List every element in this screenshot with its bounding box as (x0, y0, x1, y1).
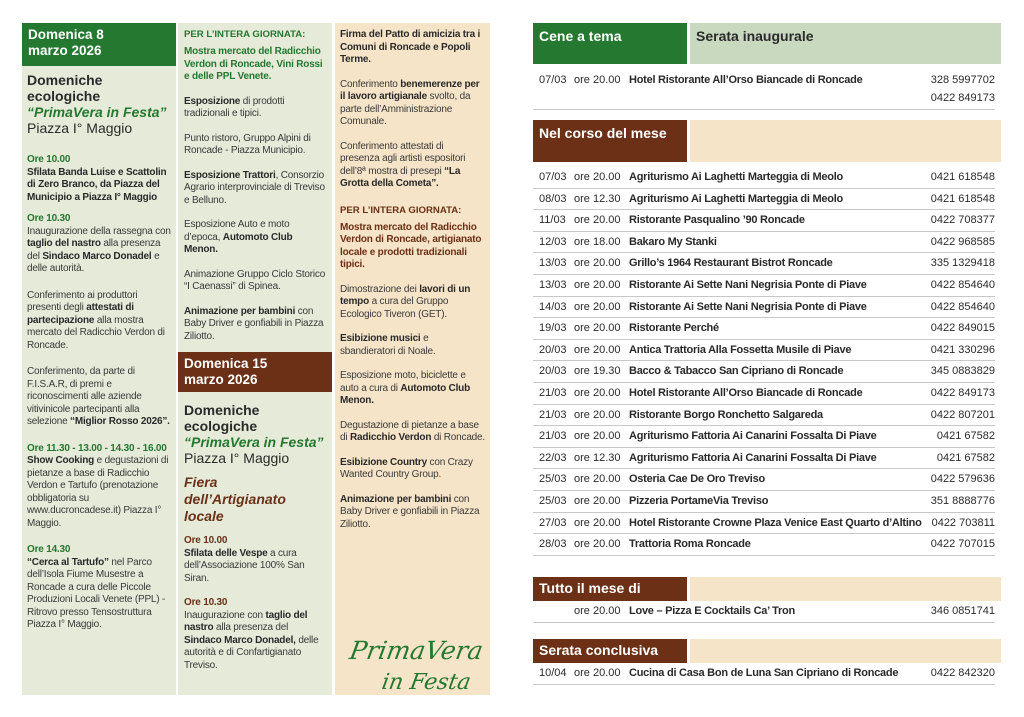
cell-p: 0422 708377 (930, 214, 995, 227)
event-block: Animazione per bambini con Baby Driver e gonfiabili in Piazza Ziliotto. (184, 305, 324, 342)
section-place: Piazza I° Maggio (184, 450, 290, 466)
cell-t: ore 20.00 (574, 473, 621, 486)
event-block: Esposizione di prodotti tradizionali e tipici. (184, 95, 285, 119)
event-block: Conferimento attestati di presenza agli artisti espositori dell’8ª mostra di presepi “La Grotta della Cometa”. (340, 140, 466, 189)
table-row (533, 232, 995, 254)
cell-p: 0421 330296 (930, 343, 995, 356)
column-march-15-continued (335, 23, 490, 695)
cell-t: ore 20.00 (574, 322, 621, 335)
cell-t: ore 20.00 (574, 387, 621, 399)
cell-v: Ristorante Perché (629, 322, 719, 335)
event-block: Dimostrazione dei lavori di un tempo a cura del Gruppo Ecologico Tiveron (GET). (340, 283, 471, 320)
cell-t: ore 20.00 (574, 408, 621, 421)
cell-t: ore 20.00 (574, 343, 621, 356)
event-block: Esposizione Trattori, Consorzio Agrario interprovinciale di Treviso e Belluno. (184, 169, 325, 206)
table-row (533, 361, 995, 383)
section-place: Piazza I° Maggio (27, 120, 133, 136)
cell-d: 11/03 (539, 214, 566, 227)
cell-v: Bacco & Tabacco San Cipriano di Roncade (629, 365, 844, 378)
event-block: Esibizione Country con Crazy Wanted Country Group. (340, 456, 473, 480)
cell-t: ore 20.00 (574, 538, 621, 551)
cell-v: Trattoria Roma Roncade (629, 538, 751, 551)
cell-t: ore 19.30 (574, 365, 621, 378)
cell-d: 20/03 (539, 343, 567, 356)
cell-t: ore 12.30 (574, 451, 621, 464)
date-header-march-8: Domenica 8 marzo 2026 (22, 23, 176, 66)
event-block: Firma del Patto di amicizia tra i Comuni di Roncade e Popoli Terme. (340, 29, 481, 65)
table-row (533, 469, 995, 491)
table-row (533, 448, 995, 470)
cell-v: Ristorante Pasqualino ’90 Roncade (629, 214, 805, 227)
cell-t: ore 20.00 (574, 214, 621, 227)
table-row (533, 340, 995, 362)
event-block: Punto ristoro, Gruppo Alpini di Roncade - Piazza Municipio. (184, 132, 311, 156)
event-block: Esibizione musici e sbandieratori di Noale. (340, 333, 436, 357)
cell-p: 345 0883829 (930, 365, 995, 378)
all-day-heading: PER L’INTERA GIORNATA: (340, 204, 462, 216)
table-row (533, 275, 995, 297)
cell-v: Agriturismo Fattoria Ai Canarini Fossalta Di Piave (629, 451, 877, 464)
march-row: ore 20.00 Love – Pizza E Cocktails Ca’ Tron 346 0851741 (533, 601, 995, 623)
cell-d: 12/03 (539, 235, 567, 248)
all-day-heading: PER L’INTERA GIORNATA: (184, 29, 306, 40)
cell-v: Grillo’s 1964 Restaurant Bistrot Roncade (629, 257, 833, 270)
cell-d: 22/03 (539, 451, 567, 464)
cell-t: ore 18.00 (574, 235, 621, 248)
closing-tag: Serata conclusiva (533, 639, 687, 663)
cell-d: 13/03 (539, 257, 567, 270)
march-label-bar (690, 577, 1001, 601)
cell-t: ore 20.00 (574, 495, 621, 507)
table-row (533, 513, 995, 535)
section-subtitle: “PrimaVera in Festa” (184, 434, 324, 450)
cell-d: 21/03 (539, 387, 567, 399)
cell-v: Agriturismo Fattoria Ai Canarini Fossalta Di Piave (629, 430, 877, 443)
event-block: Conferimento benemerenze per il lavoro artigianale svolto, da parte dell’Amministrazione Comunale. (340, 78, 480, 127)
cell-p: 0422 854640 (930, 279, 995, 291)
cell-p: 0422 849015 (930, 322, 995, 335)
cene-tag: Cene a tema (533, 23, 687, 64)
cell-v: Agriturismo Ai Laghetti Marteggia di Meolo (629, 171, 843, 183)
market-text: Mostra mercato del Radicchio Verdon di Roncade, Vini Rossi e delle PPL Venete. (184, 46, 323, 82)
cell-d: 07/03 (539, 171, 567, 183)
cell-d: 21/03 (539, 408, 567, 421)
cell-v: Ristorante Ai Sette Nani Negrisia Ponte di Piave (629, 279, 867, 291)
fiera-title: Fiera dell’Artigianato locale (184, 474, 286, 524)
table-row (533, 405, 995, 427)
event-block: Conferimento ai produttori presenti degli attestati di partecipazione alla mostra mercato del Radicchio Verdon di Roncade. (27, 289, 165, 351)
table-row (533, 253, 995, 275)
cell-p: 0421 67582 (936, 451, 995, 464)
table-row (533, 189, 995, 211)
cell-p: 0422 703811 (931, 516, 995, 529)
table-row (533, 318, 995, 340)
cell-p: 0422 854640 (930, 300, 995, 313)
table-row (533, 534, 995, 556)
event-block: Ore 10.30 Inaugurazione della rassegna con taglio del nastro alla presenza del Sindaco Marco Donadel e delle autorità. (27, 213, 171, 274)
column-march-8-continued (178, 23, 332, 695)
cell-p: 0421 67582 (936, 430, 995, 443)
cell-v: Osteria Cae De Oro Treviso (629, 473, 765, 486)
event-block: Ore 10.00 Sfilata delle Vespe a cura dell’Associazione 100% San Siran. (184, 535, 305, 584)
cell-d: 25/03 (539, 473, 567, 486)
table-row (533, 297, 995, 319)
cell-d: 25/03 (539, 495, 567, 507)
market-text: Mostra mercato del Radicchio Verdon di Roncade, artigianato locale e prodotti tradizionali tipici. (340, 221, 482, 270)
event-block: Ore 10.00 Sfilata Banda Luise e Scattolin di Zero Branco, da Piazza del Municipio a Piazza I° Maggio (27, 154, 167, 203)
cell-v: Ristorante Borgo Ronchetto Salgareda (629, 408, 823, 421)
cell-p: 0422 807201 (930, 408, 995, 421)
cell-v: Antica Trattoria Alla Fossetta Musile di Piave (629, 343, 852, 356)
cell-d: 08/03 (539, 192, 567, 205)
serata-inaugurale-label: Serata inaugurale (690, 23, 1001, 64)
cell-p: 0421 618548 (930, 192, 995, 205)
cell-v: Hotel Ristorante All’Orso Biancade di Roncade (629, 387, 863, 399)
cell-p: 335 1329418 (930, 257, 995, 270)
table-row (533, 491, 995, 513)
cell-t: ore 20.00 (574, 300, 621, 313)
cell-p: 0422 707015 (930, 538, 995, 551)
event-block: Ore 11.30 - 13.00 - 14.30 - 16.00 Show Cooking e degustazioni di pietanze a base di Radicchio Verdon e Tartufo (prenotazione obbligatoria su www.ducroncadese.it) Piazza I° Maggio. (27, 442, 169, 529)
section-subtitle: “PrimaVera in Festa” (27, 104, 167, 120)
cell-t: ore 20.00 (574, 516, 621, 529)
cell-d: 28/03 (539, 538, 567, 551)
event-block: Ore 10.30 Inaugurazione con taglio del nastro alla presenza del Sindaco Marco Donadel, delle autorità e di Confartigianato Treviso. (184, 597, 319, 671)
cell-p: 0421 618548 (930, 171, 995, 183)
cell-d: 13/03 (539, 279, 567, 291)
date-header-march-15: Domenica 15 marzo 2026 (178, 352, 332, 392)
cell-p: 0422 849173 (930, 387, 995, 399)
event-block: Esposizione moto, biciclette e auto a cura di Automoto Club Menon. (340, 370, 470, 406)
cell-t: ore 20.00 (574, 257, 621, 270)
cell-v: Bakaro My Stanki (629, 235, 717, 248)
event-block: Animazione Gruppo Ciclo Storico “I Caenassi” di Spinea. (184, 268, 326, 292)
month-tag: Nel corso del mese (533, 120, 687, 162)
cell-d: 27/03 (539, 516, 567, 529)
table-row (533, 167, 995, 189)
cell-t: ore 12.30 (574, 192, 621, 205)
primavera-logo: PrimaVera in Festa (347, 636, 486, 695)
cell-d: 20/03 (539, 365, 567, 378)
event-block: Esposizione Auto e moto d’epoca, Automoto Club Menon. (184, 219, 293, 255)
cell-v: Pizzeria PortameVia Treviso (629, 495, 769, 507)
event-block: Conferimento, da parte di F.I.S.A.R, di premi e riconoscimenti alle aziende vitivinicole partecipanti alla selezione “Miglior Rosso 2026”. (27, 366, 170, 427)
cell-t: ore 20.00 (574, 171, 621, 183)
cell-d: 14/03 (539, 300, 567, 313)
inaugural-row: 07/03 ore 20.00 Hotel Ristorante All’Orso Biancade di Roncade 328 5997702 0422 849173 (533, 70, 995, 110)
cell-p: 0422 579636 (930, 473, 995, 486)
march-tag: Tutto il mese di marzo (533, 577, 687, 601)
cell-t: ore 20.00 (574, 279, 621, 291)
cell-p: 351 8888776 (930, 495, 995, 507)
cell-d: 21/03 (539, 430, 567, 443)
cell-d: 19/03 (539, 322, 567, 335)
cell-v: Hotel Ristorante Crowne Plaza Venice East Quarto d’Altino (629, 516, 922, 529)
table-row (533, 210, 995, 232)
closing-label-bar (690, 639, 1001, 663)
section-title: Domeniche ecologiche (184, 402, 260, 434)
table-row (533, 383, 995, 405)
cell-v: Ristorante Ai Sette Nani Negrisia Ponte di Piave (629, 300, 867, 313)
closing-row: 10/04 ore 20.00 Cucina di Casa Bon de Luna San Cipriano di Roncade 0422 842320 (533, 663, 995, 685)
cell-t: ore 20.00 (574, 430, 621, 443)
event-block: Animazione per bambini con Baby Driver e gonfiabili in Piazza Ziliotto. (340, 493, 480, 530)
column-march-8 (22, 23, 176, 695)
section-title: Domeniche ecologiche (27, 72, 103, 104)
table-row (533, 426, 995, 448)
cell-v: Agriturismo Ai Laghetti Marteggia di Meolo (629, 192, 843, 205)
cell-p: 0422 968585 (930, 235, 995, 248)
month-label-bar (690, 120, 1001, 162)
event-block: Ore 14.30 “Cerca al Tartufo” nel Parco dell’Isola Fiume Musestre a Roncade a cura delle Piccole Produzioni Locali Venete (PPL) - Ritrovo presso Tensostruttura Piazza I° Maggio. (27, 544, 166, 630)
event-block: Degustazione di pietanze a base di Radicchio Verdon di Roncade. (340, 419, 485, 443)
